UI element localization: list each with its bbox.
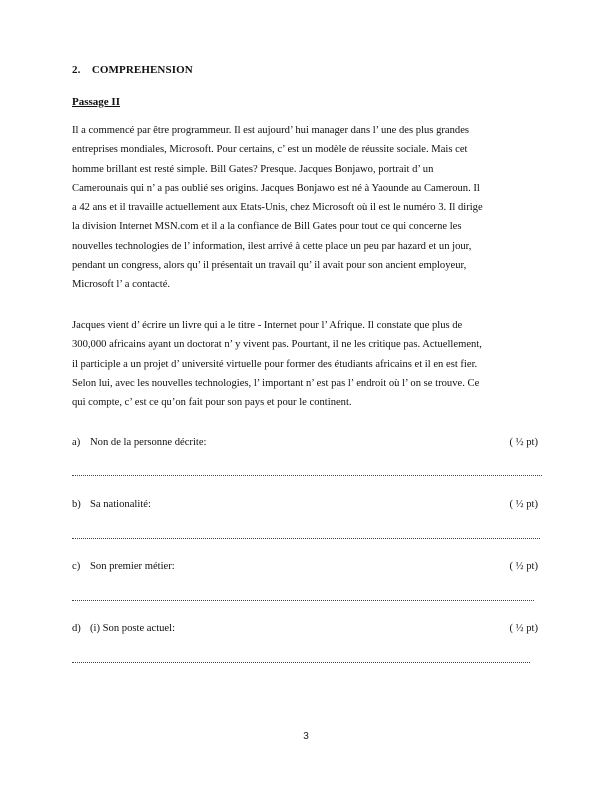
answer-line-b[interactable]: [72, 528, 540, 542]
paragraph-line: nouvelles technologies de l’ information, ilest arrivé à cette place un peu par hazard et un jour,: [72, 240, 472, 252]
question-points: ( ½ pt): [509, 499, 538, 510]
question-label: Son premier métier:: [90, 561, 175, 572]
paragraph-line: entreprises mondiales, Microsoft. Pour certains, c’ est un modèle de réussite sociale. Mais cet: [72, 144, 468, 156]
question-a: [72, 437, 538, 453]
answer-line-d[interactable]: [72, 652, 530, 666]
passage-paragraph-2: [72, 316, 542, 412]
question-letter: c): [72, 561, 81, 572]
paragraph-line: homme brillant est resté simple. Bill Gates? Presque. Jacques Bonjawo, portrait d’ un: [72, 163, 434, 175]
question-c: [72, 561, 538, 577]
question-label: Sa nationalité:: [90, 499, 151, 510]
page-number: 3: [303, 731, 309, 742]
section-number: 2.: [72, 64, 81, 76]
paragraph-line: il participle a un projet d’ université virtuelle pour former des étudiants africains et il en est fier.: [72, 358, 478, 370]
question-points: ( ½ pt): [509, 623, 538, 634]
paragraph-line: a 42 ans et il travaille actuellement aux Etats-Unis, chez Microsoft où il est le numéro 3. Il dirige: [72, 202, 483, 214]
paragraph-line: qui compte, c’ est ce qu’on fait pour son pays et pour le continent.: [72, 397, 352, 409]
question-d: [72, 623, 538, 639]
question-points: ( ½ pt): [509, 437, 538, 448]
paragraph-line: Il a commencé par être programmeur. Il est aujourd’ hui manager dans l’ une des plus grandes: [72, 125, 470, 136]
paragraph-line: pendant un congress, alors qu’ il présentait un travail qu’ il avait pour son ancient employeur,: [72, 260, 467, 272]
paragraph-line: Microsoft l’ a contacté.: [72, 279, 171, 291]
answer-line-a[interactable]: [72, 465, 542, 479]
passage-title: Passage II: [72, 96, 120, 108]
question-points: ( ½ pt): [509, 561, 538, 572]
paragraph-line: la division Internet MSN.com et il a la confiance de Bill Gates pour tout ce qui concerne les: [72, 221, 462, 233]
paragraph-line: Selon lui, avec les nouvelles technologies, l’ important n’ est pas l’ endroit où l’ on se trouve. Ce: [72, 377, 480, 389]
question-label: Non de la personne décrite:: [90, 437, 207, 448]
passage-paragraph-1: [72, 121, 542, 295]
section-title: COMPREHENSION: [91, 64, 193, 76]
question-label: (i) Son poste actuel:: [90, 623, 176, 634]
paragraph-line: Jacques vient d’ écrire un livre qui a le titre - Internet pour l’ Afrique. Il constate que plus de: [72, 320, 463, 331]
question-letter: a): [72, 437, 81, 448]
paragraph-line: 300,000 africains ayant un doctorat n’ y vivent pas. Pourtant, il ne les critique pas. Actuellement,: [72, 339, 482, 351]
question-letter: b): [72, 499, 81, 510]
question-b: [72, 499, 538, 515]
answer-line-c[interactable]: [72, 590, 534, 604]
section-heading: [72, 64, 193, 76]
paragraph-line: Camerounais qui n’ a pas oublié ses origins. Jacques Bonjawo est né à Yaounde au Cameroun. Il: [72, 182, 480, 194]
question-letter: d): [72, 623, 81, 634]
